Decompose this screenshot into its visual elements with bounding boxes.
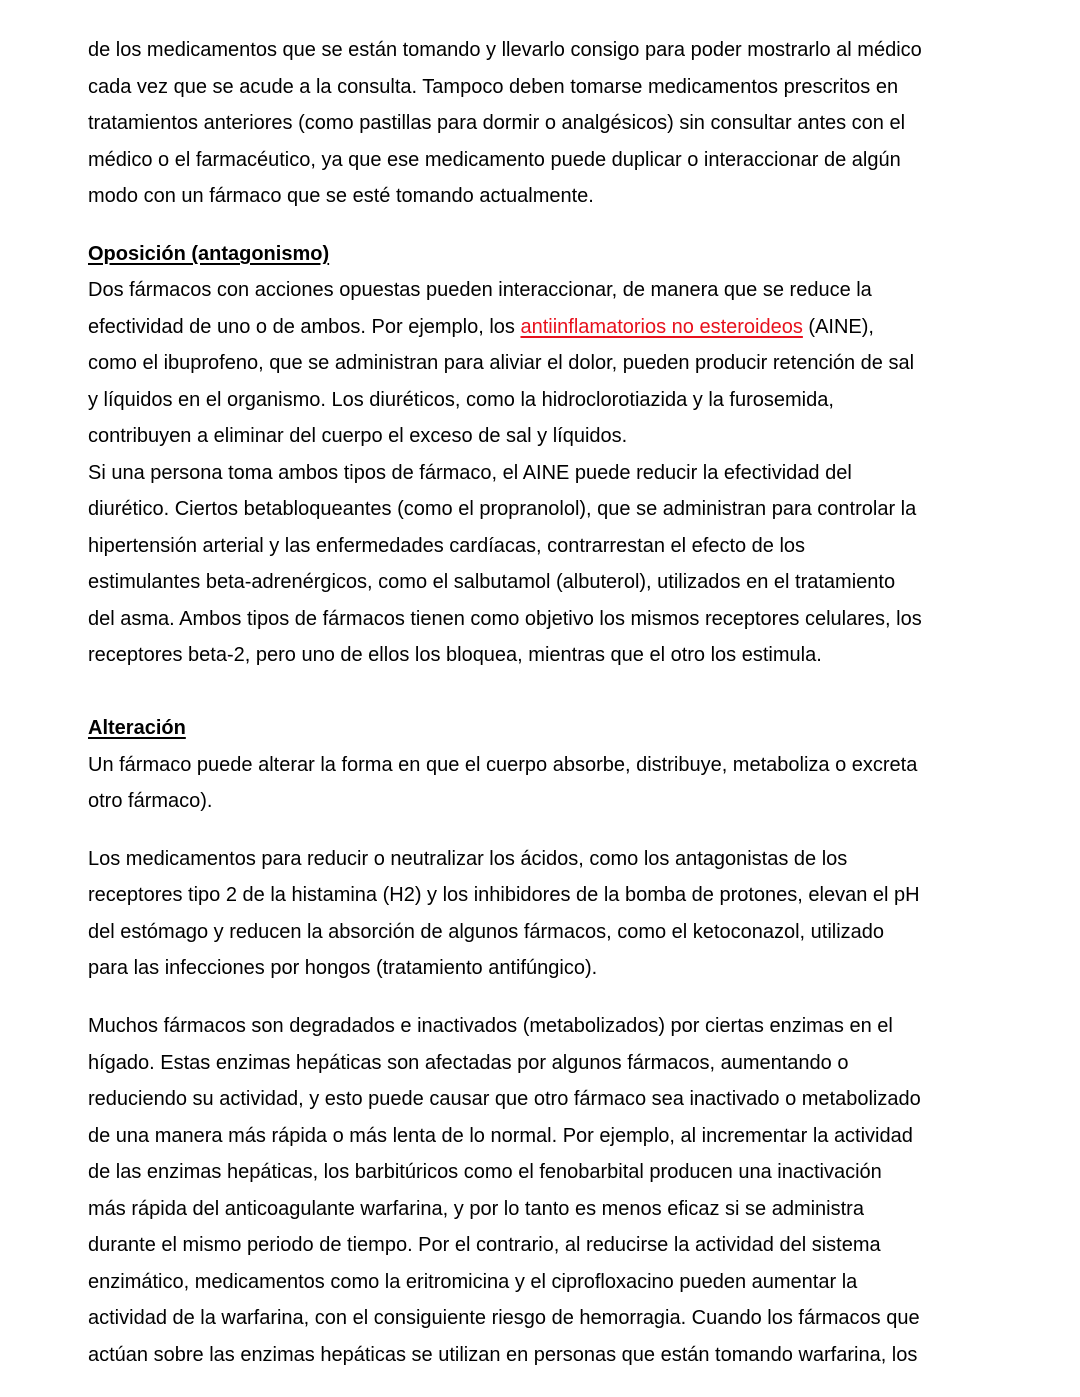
body-text: efectividad de uno o de ambos. Por ejemplo, los bbox=[88, 316, 521, 338]
body-line-with-link bbox=[88, 314, 874, 340]
body-line: de las enzimas hepáticas, los barbitúricos como el fenobarbital producen una inactivación bbox=[88, 1161, 882, 1183]
body-line: actividad de la warfarina, con el consiguiente riesgo de hemorragia. Cuando los fármacos que bbox=[88, 1307, 920, 1329]
body-line: diurético. Ciertos betabloqueantes (como el propranolol), que se administran para controlar la bbox=[88, 498, 917, 520]
body-line: receptores tipo 2 de la histamina (H2) y los inhibidores de la bomba de protones, elevan el pH bbox=[88, 884, 920, 906]
intro-line: de los medicamentos que se están tomando y llevarlo consigo para poder mostrarlo al médico bbox=[88, 39, 922, 61]
body-line: de una manera más rápida o más lenta de lo normal. Por ejemplo, al incrementar la actividad bbox=[88, 1125, 913, 1147]
body-line: más rápida del anticoagulante warfarina, y por lo tanto es menos eficaz si se administra bbox=[88, 1198, 864, 1220]
body-text: (AINE), bbox=[802, 316, 874, 338]
body-line: Los medicamentos para reducir o neutralizar los ácidos, como los antagonistas de los bbox=[88, 848, 848, 870]
intro-line: médico o el farmacéutico, ya que ese medicamento puede duplicar o interaccionar de algún bbox=[88, 149, 901, 171]
body-line: Un fármaco puede alterar la forma en que el cuerpo absorbe, distribuye, metaboliza o excreta bbox=[88, 754, 918, 776]
body-line: contribuyen a eliminar del cuerpo el exceso de sal y líquidos. bbox=[88, 425, 628, 447]
body-line: hígado. Estas enzimas hepáticas son afectadas por algunos fármacos, aumentando o bbox=[88, 1052, 849, 1074]
body-line: Dos fármacos con acciones opuestas pueden interaccionar, de manera que se reduce la bbox=[88, 279, 872, 301]
body-line: y líquidos en el organismo. Los diuréticos, como la hidroclorotiazida y la furosemida, bbox=[88, 389, 834, 411]
body-line: Muchos fármacos son degradados e inactivados (metabolizados) por ciertas enzimas en el bbox=[88, 1015, 893, 1037]
body-line: del asma. Ambos tipos de fármacos tienen como objetivo los mismos receptores celulares, los bbox=[88, 608, 922, 630]
body-line: receptores beta-2, pero uno de ellos los bloquea, mientras que el otro los estimula. bbox=[88, 644, 822, 666]
body-line: reduciendo su actividad, y esto puede causar que otro fármaco sea inactivado o metabolizado bbox=[88, 1088, 921, 1110]
body-line: actúan sobre las enzimas hepáticas se utilizan en personas que están tomando warfarina, los bbox=[88, 1344, 918, 1366]
body-line: estimulantes beta-adrenérgicos, como el salbutamol (albuterol), utilizados en el tratamiento bbox=[88, 571, 896, 593]
body-line: durante el mismo periodo de tiempo. Por el contrario, al reducirse la actividad del sistema bbox=[88, 1234, 881, 1256]
section-heading-alteration: Alteración bbox=[88, 717, 186, 739]
body-line: enzimático, medicamentos como la eritromicina y el ciprofloxacino pueden aumentar la bbox=[88, 1271, 858, 1293]
nsaid-link[interactable]: antiinflamatorios no esteroideos bbox=[520, 316, 803, 338]
section-heading-opposition: Oposición (antagonismo) bbox=[88, 243, 330, 265]
intro-line: tratamientos anteriores (como pastillas para dormir o analgésicos) sin consultar antes con el bbox=[88, 112, 906, 134]
body-line: Si una persona toma ambos tipos de fármaco, el AINE puede reducir la efectividad del bbox=[88, 462, 852, 484]
body-line: para las infecciones por hongos (tratamiento antifúngico). bbox=[88, 957, 598, 979]
body-line: otro fármaco). bbox=[88, 790, 213, 812]
intro-line: modo con un fármaco que se esté tomando actualmente. bbox=[88, 185, 594, 207]
body-line: hipertensión arterial y las enfermedades cardíacas, contrarrestan el efecto de los bbox=[88, 535, 806, 557]
body-line: como el ibuprofeno, que se administran para aliviar el dolor, pueden producir retención de sal bbox=[88, 352, 915, 374]
intro-line: cada vez que se acude a la consulta. Tampoco deben tomarse medicamentos prescritos en bbox=[88, 76, 899, 98]
body-line: del estómago y reducen la absorción de algunos fármacos, como el ketoconazol, utilizado bbox=[88, 921, 885, 943]
